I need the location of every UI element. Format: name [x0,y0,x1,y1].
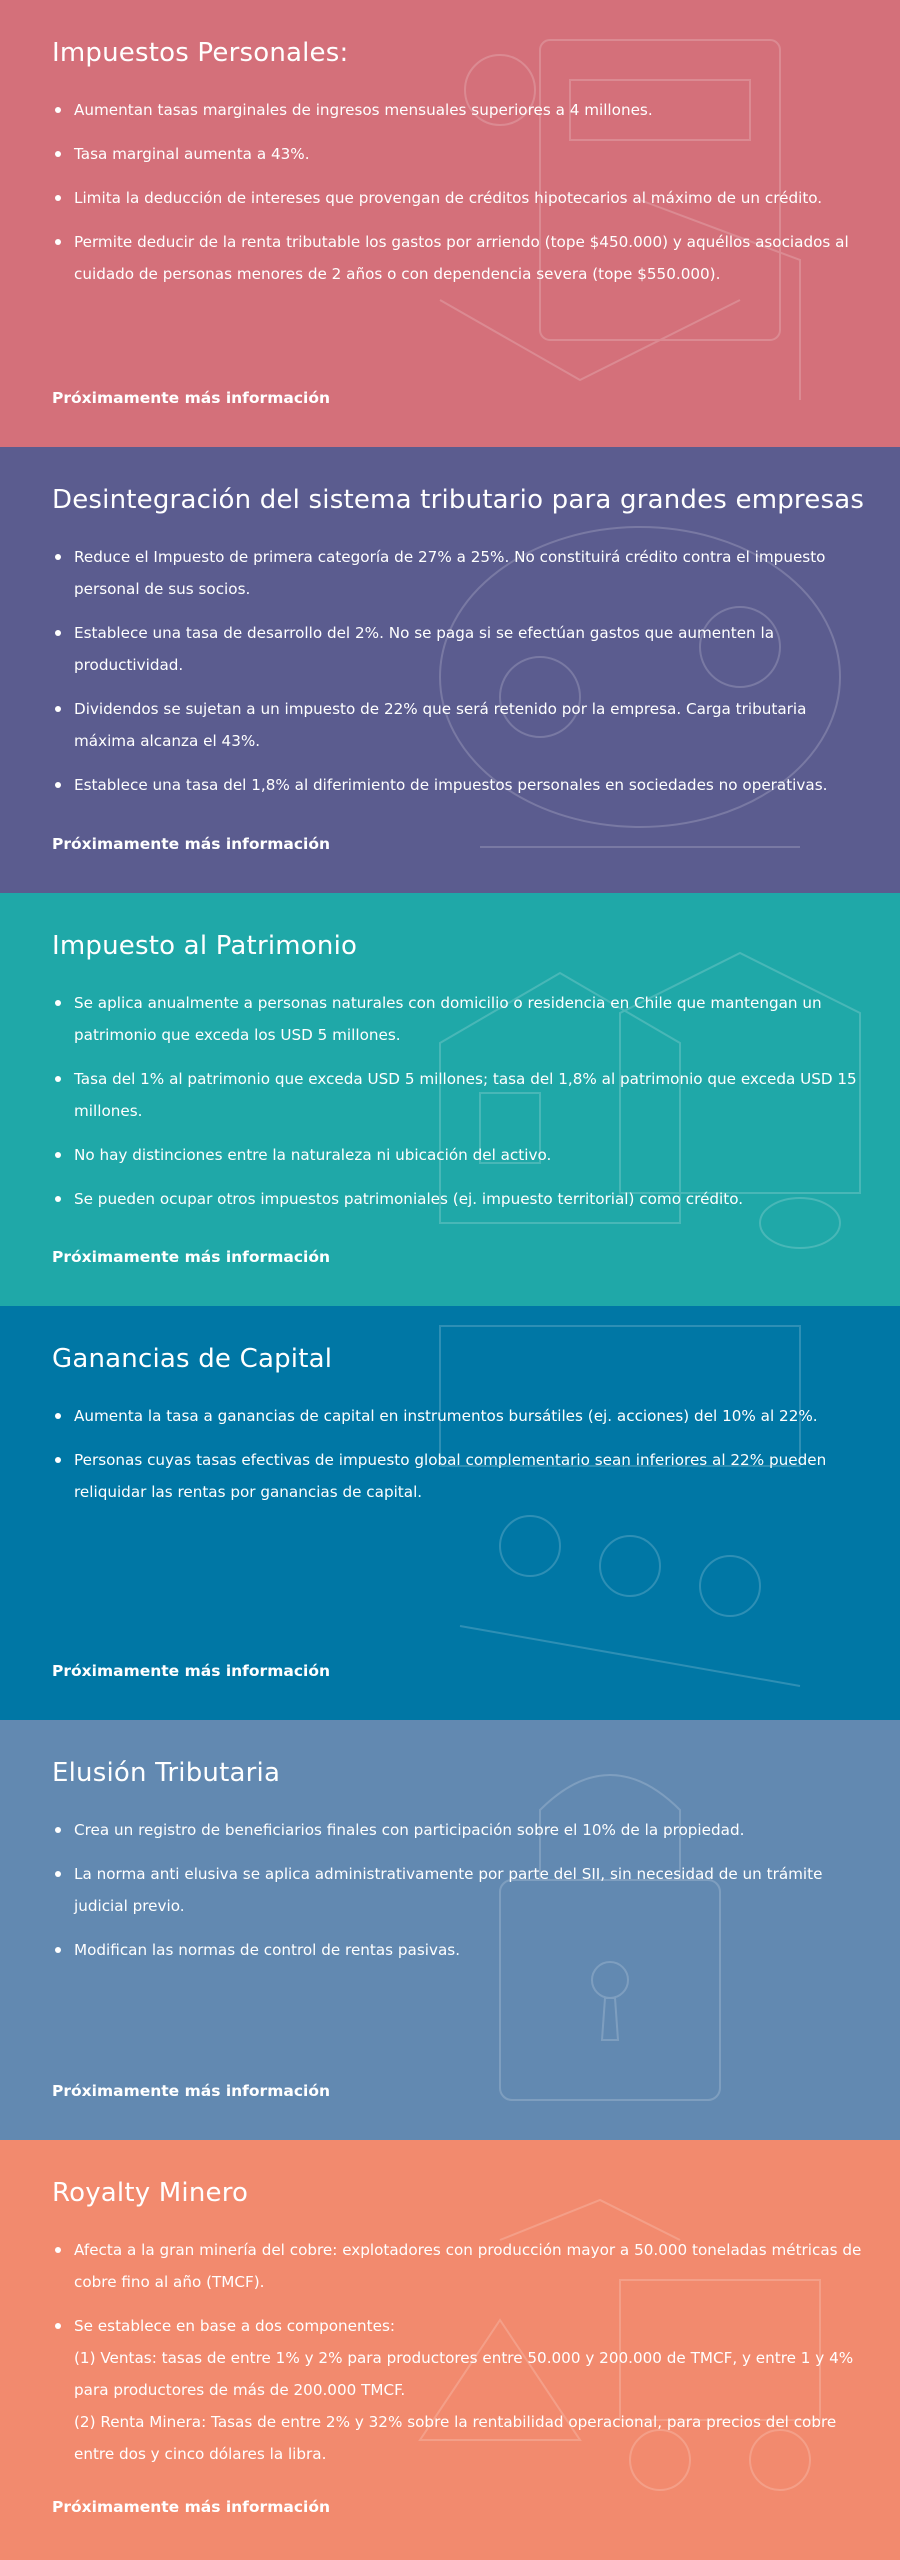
list-item: Aumenta la tasa a ganancias de capital en instrumentos bursátiles (ej. acciones) del 10% al 22%. [74,1400,868,1432]
section-title: Desintegración del sistema tributario para grandes empresas [52,485,865,515]
list-item-line: Se establece en base a dos componentes: [74,2317,395,2335]
list-item-line: (1) Ventas: tasas de entre 1% y 2% para productores entre 50.000 y 200.000 de TMCF, y entre 1 y 4% para productores de más de 200.000 TMCF. [74,2349,854,2399]
more-info-link[interactable]: Próximamente más información [52,835,331,853]
bullet-list [52,2234,868,2470]
more-info-link[interactable]: Próximamente más información [52,2082,331,2100]
list-item: Establece una tasa de desarrollo del 2%. No se paga si se efectúan gastos que aumenten la productividad. [74,617,868,681]
list-item: Personas cuyas tasas efectivas de impuesto global complementario sean inferiores al 22% pueden reliquidar las rentas por ganancias de capital. [74,1444,868,1508]
section-impuestos-personales [0,0,900,447]
section-ganancias-capital [0,1306,900,1720]
more-info-link[interactable]: Próximamente más información [52,1662,331,1680]
more-info-link[interactable]: Próximamente más información [52,389,331,407]
list-item: La norma anti elusiva se aplica administrativamente por parte del SII, sin necesidad de un trámite judicial previo. [74,1858,868,1922]
bullet-list [52,1400,868,1508]
section-title: Impuestos Personales: [52,38,349,68]
section-patrimonio [0,893,900,1306]
section-title: Elusión Tributaria [52,1758,281,1788]
list-item: Establece una tasa del 1,8% al diferimiento de impuestos personales en sociedades no operativas. [74,769,868,801]
list-item: Aumentan tasas marginales de ingresos mensuales superiores a 4 millones. [74,94,868,126]
list-item: Permite deducir de la renta tributable los gastos por arriendo (tope $450.000) y aquéllos asociados al cuidado de personas menores de 2 años o con dependencia severa (tope $550.000). [74,226,868,290]
list-item: Afecta a la gran minería del cobre: explotadores con producción mayor a 50.000 toneladas métricas de cobre fino al año (TMCF). [74,2234,868,2298]
section-title: Royalty Minero [52,2178,249,2208]
list-item: No hay distinciones entre la naturaleza ni ubicación del activo. [74,1139,868,1171]
bullet-list [52,94,868,290]
list-item: Modifican las normas de control de rentas pasivas. [74,1934,868,1966]
list-item: Se pueden ocupar otros impuestos patrimoniales (ej. impuesto territorial) como crédito. [74,1183,868,1215]
section-desintegracion [0,447,900,893]
bullet-list [52,987,868,1215]
list-item: Tasa del 1% al patrimonio que exceda USD 5 millones; tasa del 1,8% al patrimonio que exceda USD 15 millones. [74,1063,868,1127]
list-item: Limita la deducción de intereses que provengan de créditos hipotecarios al máximo de un crédito. [74,182,868,214]
list-item: Reduce el Impuesto de primera categoría de 27% a 25%. No constituirá crédito contra el impuesto personal de sus socios. [74,541,868,605]
section-title: Ganancias de Capital [52,1344,333,1374]
section-elusion-tributaria [0,1720,900,2140]
list-item: Tasa marginal aumenta a 43%. [74,138,868,170]
list-item: Crea un registro de beneficiarios finales con participación sobre el 10% de la propiedad. [74,1814,868,1846]
list-item [74,2310,868,2470]
section-royalty-minero [0,2140,900,2560]
list-item-line: (2) Renta Minera: Tasas de entre 2% y 32% sobre la rentabilidad operacional, para precios del cobre entre dos y cinco dólares la libra. [74,2413,837,2463]
list-item: Se aplica anualmente a personas naturales con domicilio o residencia en Chile que mantengan un patrimonio que exceda los USD 5 millones. [74,987,868,1051]
more-info-link[interactable]: Próximamente más información [52,2498,331,2516]
bullet-list [52,541,868,801]
list-item: Dividendos se sujetan a un impuesto de 22% que será retenido por la empresa. Carga tributaria máxima alcanza el 43%. [74,693,868,757]
more-info-link[interactable]: Próximamente más información [52,1248,331,1266]
section-title: Impuesto al Patrimonio [52,931,358,961]
bullet-list [52,1814,868,1966]
